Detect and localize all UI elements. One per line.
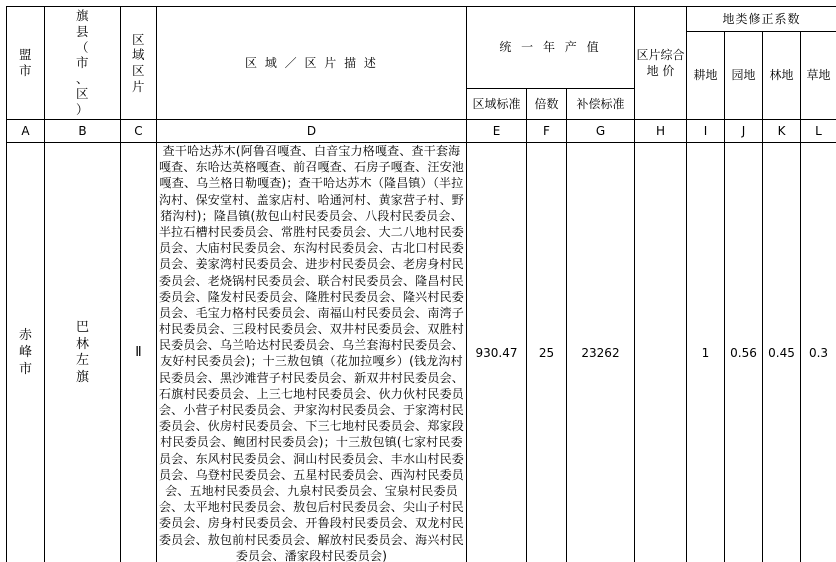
header-cell-yuandi bbox=[725, 32, 763, 120]
header-cell-gengdi bbox=[687, 32, 725, 120]
column-letter-e: E bbox=[467, 120, 527, 143]
cell-multiplier: 25 bbox=[527, 143, 567, 562]
column-letter-c: C bbox=[121, 120, 157, 143]
cell-area-standard: 930.47 bbox=[467, 143, 527, 562]
cell-lindi: 0.45 bbox=[763, 143, 801, 562]
header-label-comprehensive-price: 区片综合 地 价 bbox=[636, 47, 685, 78]
cell-quyu-qupian bbox=[121, 143, 157, 562]
header-cell-quyu-qupian bbox=[121, 7, 157, 120]
header-cell-caodi bbox=[801, 32, 836, 120]
header-label-quyu-qupian: 区 域 区 片 bbox=[131, 31, 145, 94]
header-group-unified-annual-output bbox=[467, 7, 635, 89]
cell-value-qixian: 巴 林 左 旗 bbox=[75, 319, 89, 386]
column-letter-i: I bbox=[687, 120, 725, 143]
header-label-caodi: 草地 bbox=[806, 68, 831, 83]
header-label-multiplier: 倍数 bbox=[534, 96, 559, 111]
header-cell-meng-shi bbox=[7, 7, 45, 120]
table-row bbox=[7, 143, 836, 562]
cell-caodi: 0.3 bbox=[801, 143, 836, 562]
column-letter-g: G bbox=[567, 120, 635, 143]
header-cell-description bbox=[157, 7, 467, 120]
cell-yuandi: 0.56 bbox=[725, 143, 763, 562]
column-letter-d: D bbox=[157, 120, 467, 143]
header-label-compensation-standard: 补偿标准 bbox=[576, 96, 625, 111]
header-label-gengdi: 耕地 bbox=[693, 68, 718, 83]
cell-comprehensive-price bbox=[635, 143, 687, 562]
column-letter-j: J bbox=[725, 120, 763, 143]
column-letter-row bbox=[7, 120, 836, 143]
header-cell-multiplier bbox=[527, 89, 567, 120]
column-letter-h: H bbox=[635, 120, 687, 143]
header-label-description: 区 域 ／ 区 片 描 述 bbox=[245, 55, 378, 70]
cell-gengdi: 1 bbox=[687, 143, 725, 562]
compensation-standards-table bbox=[6, 6, 836, 562]
column-letter-a: A bbox=[7, 120, 45, 143]
header-cell-lindi bbox=[763, 32, 801, 120]
header-cell-area-standard bbox=[467, 89, 527, 120]
cell-compensation-standard: 23262 bbox=[567, 143, 635, 562]
column-letter-k: K bbox=[763, 120, 801, 143]
column-letter-b: B bbox=[45, 120, 121, 143]
header-cell-qixian bbox=[45, 7, 121, 120]
header-label-lindi: 林地 bbox=[769, 68, 794, 83]
column-letter-f: F bbox=[527, 120, 567, 143]
header-cell-compensation-standard bbox=[567, 89, 635, 120]
header-row-top bbox=[7, 7, 836, 32]
cell-qixian bbox=[45, 143, 121, 562]
header-cell-comprehensive-price bbox=[635, 7, 687, 120]
header-label-yuandi: 园地 bbox=[731, 68, 756, 83]
cell-value-quyu-qupian: Ⅱ bbox=[135, 345, 142, 361]
column-letter-l: L bbox=[801, 120, 836, 143]
cell-description: 查干哈达苏木(阿鲁召嘎查、白音宝力格嘎查、查干套海嘎查、东哈达英格嘎查、前召嘎查、石房子嘎查、汪安池嘎查、乌兰格日勒嘎查)；查干哈达苏木（隆昌镇）（半拉沟村、保安堂村、盖家店村、哈通河村、黄家营子村、野猪沟村)；隆昌镇(敖包山村民委员会、八段村民委员会、半拉石槽村民委员会、常胜村民委员会、大二八地村民委员会、大庙村民委员会、东沟村民委员会、古北口村民委员会、姜家湾村民委员会、进步村民委员会、老房身村民委员会、老烧锅村民委员会、联合村民委员会、隆昌村民委员会、隆发村民委员会、隆胜村民委员会、隆兴村民委员会、毛宝力格村民委员会、南福山村民委员会、南湾子村民委员会、三段村民委员会、双井村民委员会、双胜村民委员会、乌兰哈达村民委员会、乌兰套海村民委员会、友好村民委员会)；十三敖包镇（花加拉嘎乡）(钱龙沟村民委员会、黑沙滩营子村民委员会、新双井村民委员会、石旗村民委员会、上三七地村民委员会、伙力伙村民委员会、小营子村民委员会、尹家沟村民委员会、于家湾村民委员会、伙房村民委员会、下三七地村民委员会、郑家段村民委员会、鲍团村民委员会)；十三敖包镇(七家村民委员会、东风村民委员会、洞山村民委员会、丰水山村民委员会、乌登村民委员会、五星村民委员会、西沟村民委员会、五地村民委员会、九泉村民委员会、宝泉村民委员会、太平地村民委员会、敖包后村民委员会、尖山子村民委员会、房身村民委员会、开鲁段村民委员会、双龙村民委员会、敖包前村民委员会、解放村民委员会、海兴村民委员会、潘家段村民委员会) bbox=[157, 143, 467, 562]
header-label-unified-annual-output: 统 一 年 产 值 bbox=[499, 40, 602, 55]
header-group-landtype-coefficients bbox=[687, 7, 836, 32]
header-label-landtype-coefficients: 地类修正系数 bbox=[722, 11, 801, 26]
header-label-qixian: 旗 县 （ 市 、 区 ） bbox=[75, 8, 89, 118]
cell-meng-shi bbox=[7, 143, 45, 562]
header-label-meng-shi: 盟 市 bbox=[18, 47, 32, 78]
cell-value-meng-shi: 赤 峰 市 bbox=[18, 328, 32, 377]
header-label-area-standard: 区域标准 bbox=[472, 96, 521, 111]
